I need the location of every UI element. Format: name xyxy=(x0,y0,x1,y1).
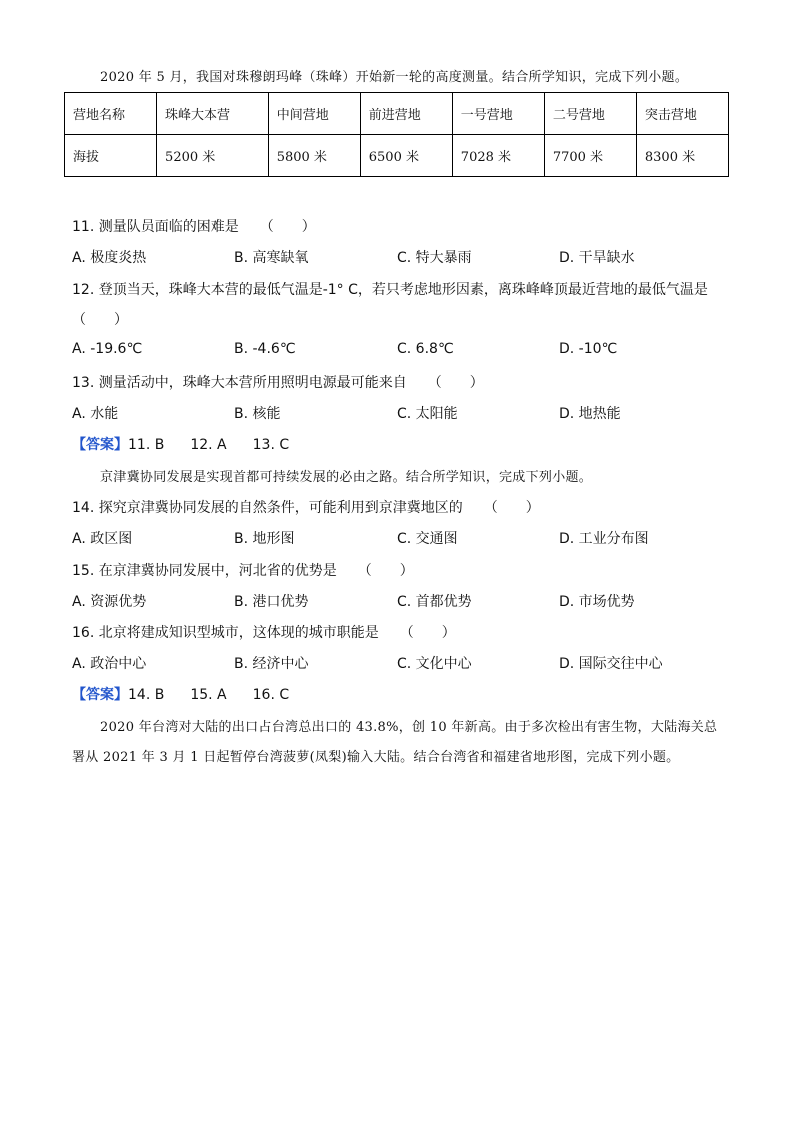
question-16-option-a: A. 政治中心 xyxy=(72,656,147,672)
question-12-stem-continued: （ ） xyxy=(72,312,128,328)
passage-intro-jingjinji: 京津冀协同发展是实现首都可持续发展的必由之路。结合所学知识，完成下列小题。 xyxy=(100,470,593,485)
table-cell: 5200 米 xyxy=(157,135,269,177)
question-12-stem: 12. 登顶当天，珠峰大本营的最低气温是-1° C，若只考虑地形因素，离珠峰峰顶最近营地的最低气温是 xyxy=(72,282,708,298)
answer-tag: 【答案】 xyxy=(72,687,128,703)
question-16-option-b: B. 经济中心 xyxy=(234,656,309,672)
table-cell: 5800 米 xyxy=(268,135,360,177)
table-cell: 二号营地 xyxy=(544,93,636,135)
question-12-option-d: D. -10℃ xyxy=(559,341,618,357)
question-16-option-d: D. 国际交往中心 xyxy=(559,656,663,672)
answer-item: 13. C xyxy=(252,437,290,453)
question-14-stem: 14. 探究京津冀协同发展的自然条件，可能利用到京津冀地区的 （ ） xyxy=(72,500,540,516)
question-14-option-a: A. 政区图 xyxy=(72,531,133,547)
question-16-option-c: C. 文化中心 xyxy=(397,656,472,672)
question-12-option-c: C. 6.8℃ xyxy=(397,341,454,357)
answer-item: 15. A xyxy=(190,687,227,703)
camp-altitude-table xyxy=(64,92,729,177)
answer-line-11-13 xyxy=(72,434,289,454)
table-cell: 前进营地 xyxy=(360,93,452,135)
answer-item: 14. B xyxy=(128,687,165,703)
passage-intro-taiwan-continued: 署从 2021 年 3 月 1 日起暂停台湾菠萝(凤梨)输入大陆。结合台湾省和福建省地形图，完成下列小题。 xyxy=(72,750,680,765)
question-13-option-a: A. 水能 xyxy=(72,406,119,422)
question-14-option-d: D. 工业分布图 xyxy=(559,531,649,547)
question-15-option-a: A. 资源优势 xyxy=(72,594,147,610)
answer-tag: 【答案】 xyxy=(72,437,128,453)
question-11-option-a: A. 极度炎热 xyxy=(72,250,147,266)
table-cell: 海拔 xyxy=(65,135,157,177)
question-13-option-b: B. 核能 xyxy=(234,406,281,422)
answer-line-14-16 xyxy=(72,684,289,704)
question-14-option-c: C. 交通图 xyxy=(397,531,458,547)
question-13-option-d: D. 地热能 xyxy=(559,406,621,422)
table-cell: 珠峰大本营 xyxy=(157,93,269,135)
answer-item: 16. C xyxy=(252,687,290,703)
question-11-option-d: D. 干旱缺水 xyxy=(559,250,635,266)
question-15-option-b: B. 港口优势 xyxy=(234,594,309,610)
answer-item: 11. B xyxy=(128,437,165,453)
table-row xyxy=(65,135,729,177)
question-11-stem: 11. 测量队员面临的困难是 （ ） xyxy=(72,219,316,235)
table-cell: 突击营地 xyxy=(636,93,728,135)
passage-intro-taiwan: 2020 年台湾对大陆的出口占台湾总出口的 43.8%，创 10 年新高。由于多次检出有害生物，大陆海关总 xyxy=(100,720,718,735)
question-15-option-c: C. 首都优势 xyxy=(397,594,472,610)
question-13-stem: 13. 测量活动中，珠峰大本营所用照明电源最可能来自 （ ） xyxy=(72,375,484,391)
table-cell: 营地名称 xyxy=(65,93,157,135)
question-15-option-d: D. 市场优势 xyxy=(559,594,635,610)
question-16-stem: 16. 北京将建成知识型城市，这体现的城市职能是 （ ） xyxy=(72,625,456,641)
question-11-option-b: B. 高寒缺氧 xyxy=(234,250,309,266)
answer-item: 12. A xyxy=(190,437,227,453)
table-cell: 6500 米 xyxy=(360,135,452,177)
question-15-stem: 15. 在京津冀协同发展中，河北省的优势是 （ ） xyxy=(72,563,414,579)
question-12-option-b: B. -4.6℃ xyxy=(234,341,296,357)
question-14-option-b: B. 地形图 xyxy=(234,531,295,547)
question-13-option-c: C. 太阳能 xyxy=(397,406,458,422)
table-cell: 8300 米 xyxy=(636,135,728,177)
question-12-option-a: A. -19.6℃ xyxy=(72,341,143,357)
table-cell: 一号营地 xyxy=(452,93,544,135)
question-11-option-c: C. 特大暴雨 xyxy=(397,250,472,266)
table-cell: 7700 米 xyxy=(544,135,636,177)
table-cell: 中间营地 xyxy=(268,93,360,135)
passage-intro-everest: 2020 年 5 月，我国对珠穆朗玛峰（珠峰）开始新一轮的高度测量。结合所学知识，完成下列小题。 xyxy=(100,70,689,85)
table-row xyxy=(65,93,729,135)
table-cell: 7028 米 xyxy=(452,135,544,177)
